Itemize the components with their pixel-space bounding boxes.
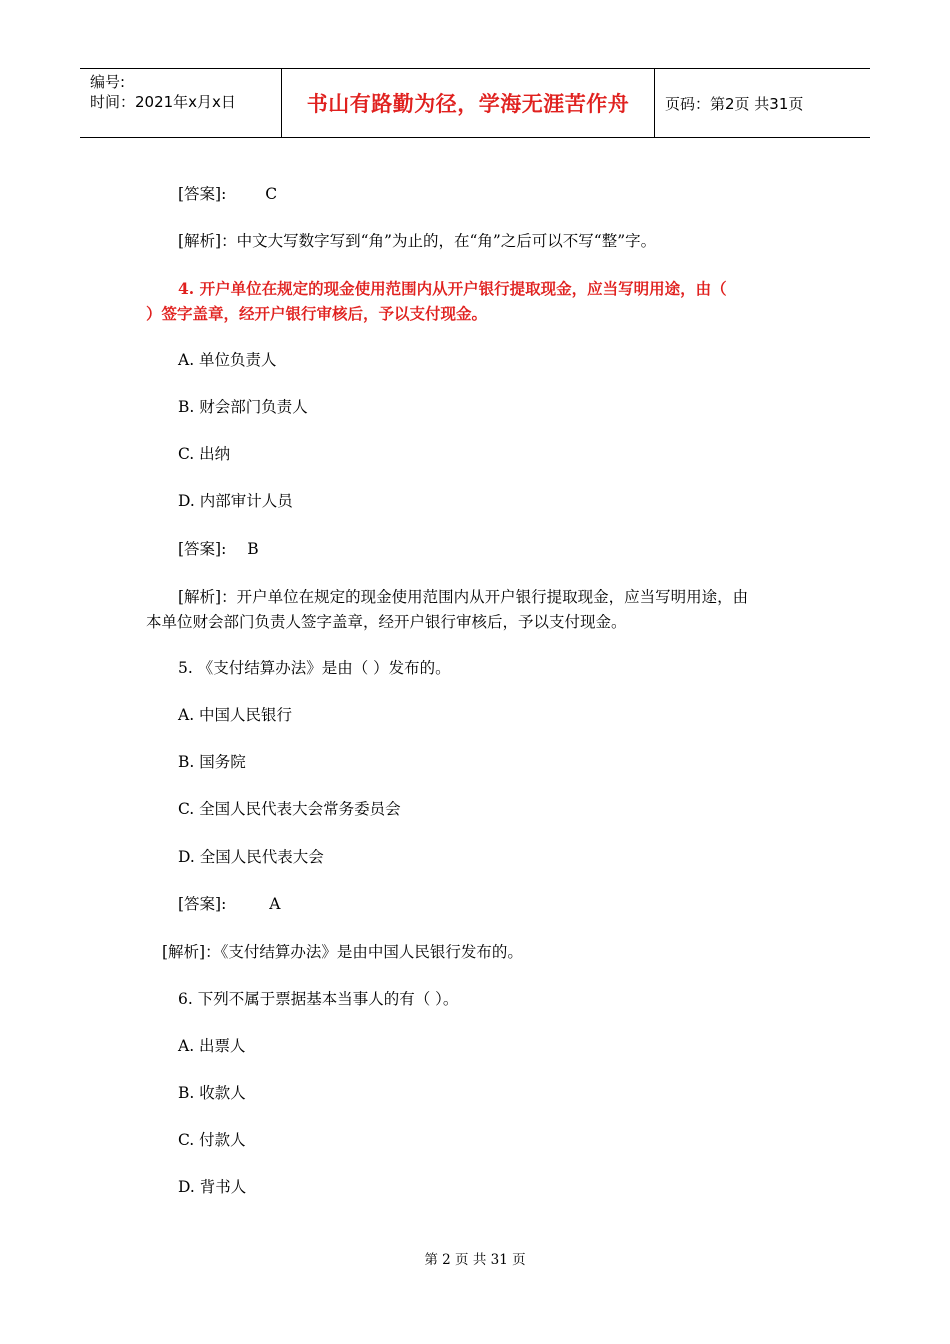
q3-explanation: [解析]：中文大写数字写到“角”为止的，在“角”之后可以不写“整”字。 bbox=[178, 232, 657, 250]
q5-explanation: [解析]：《支付结算办法》是由中国人民银行发布的。 bbox=[162, 943, 523, 961]
q4-option-d: D. 内部审计人员 bbox=[178, 492, 293, 510]
q4-option-a: A. 单位负责人 bbox=[178, 351, 277, 369]
q5-answer bbox=[178, 894, 280, 914]
q4-question-line2: ）签字盖章，经开户银行审核后，予以支付现金。 bbox=[146, 304, 488, 323]
q4-answer bbox=[178, 539, 259, 559]
answer-label: [答案]: bbox=[178, 540, 227, 558]
q4-explanation-line2: 本单位财会部门负责人签字盖章，经开户银行审核后，予以支付现金。 bbox=[146, 613, 627, 631]
header-page-cell bbox=[655, 69, 870, 137]
q6-option-c: C. 付款人 bbox=[178, 1131, 246, 1149]
answer-label: [答案]: bbox=[178, 185, 227, 203]
header-motto-cell bbox=[282, 69, 655, 137]
q5-question: 5. 《支付结算办法》是由（ ）发布的。 bbox=[178, 659, 451, 677]
q6-option-a: A. 出票人 bbox=[178, 1037, 246, 1055]
header-left-cell bbox=[80, 69, 282, 137]
q6-option-b: B. 收款人 bbox=[178, 1084, 246, 1102]
q4-question-line1: 4. 开户单位在规定的现金使用范围内从开户银行提取现金，应当写明用途，由（ bbox=[178, 279, 727, 298]
document-time-label: 时间：2021年x月x日 bbox=[90, 93, 236, 111]
page-footer: 第 2 页 共 31 页 bbox=[424, 1252, 526, 1268]
answer-label: [答案]: bbox=[178, 895, 227, 913]
q5-option-a: A. 中国人民银行 bbox=[178, 706, 293, 724]
q5-option-b: B. 国务院 bbox=[178, 753, 246, 771]
q3-answer bbox=[178, 184, 277, 204]
header-motto: 书山有路勤为径，学海无涯苦作舟 bbox=[306, 92, 630, 116]
q4-option-c: C. 出纳 bbox=[178, 445, 231, 463]
q6-question: 6. 下列不属于票据基本当事人的有（ ）。 bbox=[178, 990, 459, 1008]
q6-option-d: D. 背书人 bbox=[178, 1178, 247, 1196]
q5-option-d: D. 全国人民代表大会 bbox=[178, 848, 324, 866]
document-number-label: 编号: bbox=[90, 73, 126, 91]
header-page-info: 页码：第2页 共31页 bbox=[665, 94, 804, 113]
answer-value: A bbox=[269, 895, 281, 913]
q5-option-c: C. 全国人民代表大会常务委员会 bbox=[178, 800, 401, 818]
answer-value: C bbox=[265, 185, 278, 203]
answer-value: B bbox=[247, 540, 259, 558]
q4-option-b: B. 财会部门负责人 bbox=[178, 398, 308, 416]
q4-explanation-line1: [解析]：开户单位在规定的现金使用范围内从开户银行提取现金，应当写明用途，由 bbox=[178, 588, 749, 606]
page-header bbox=[80, 68, 870, 138]
